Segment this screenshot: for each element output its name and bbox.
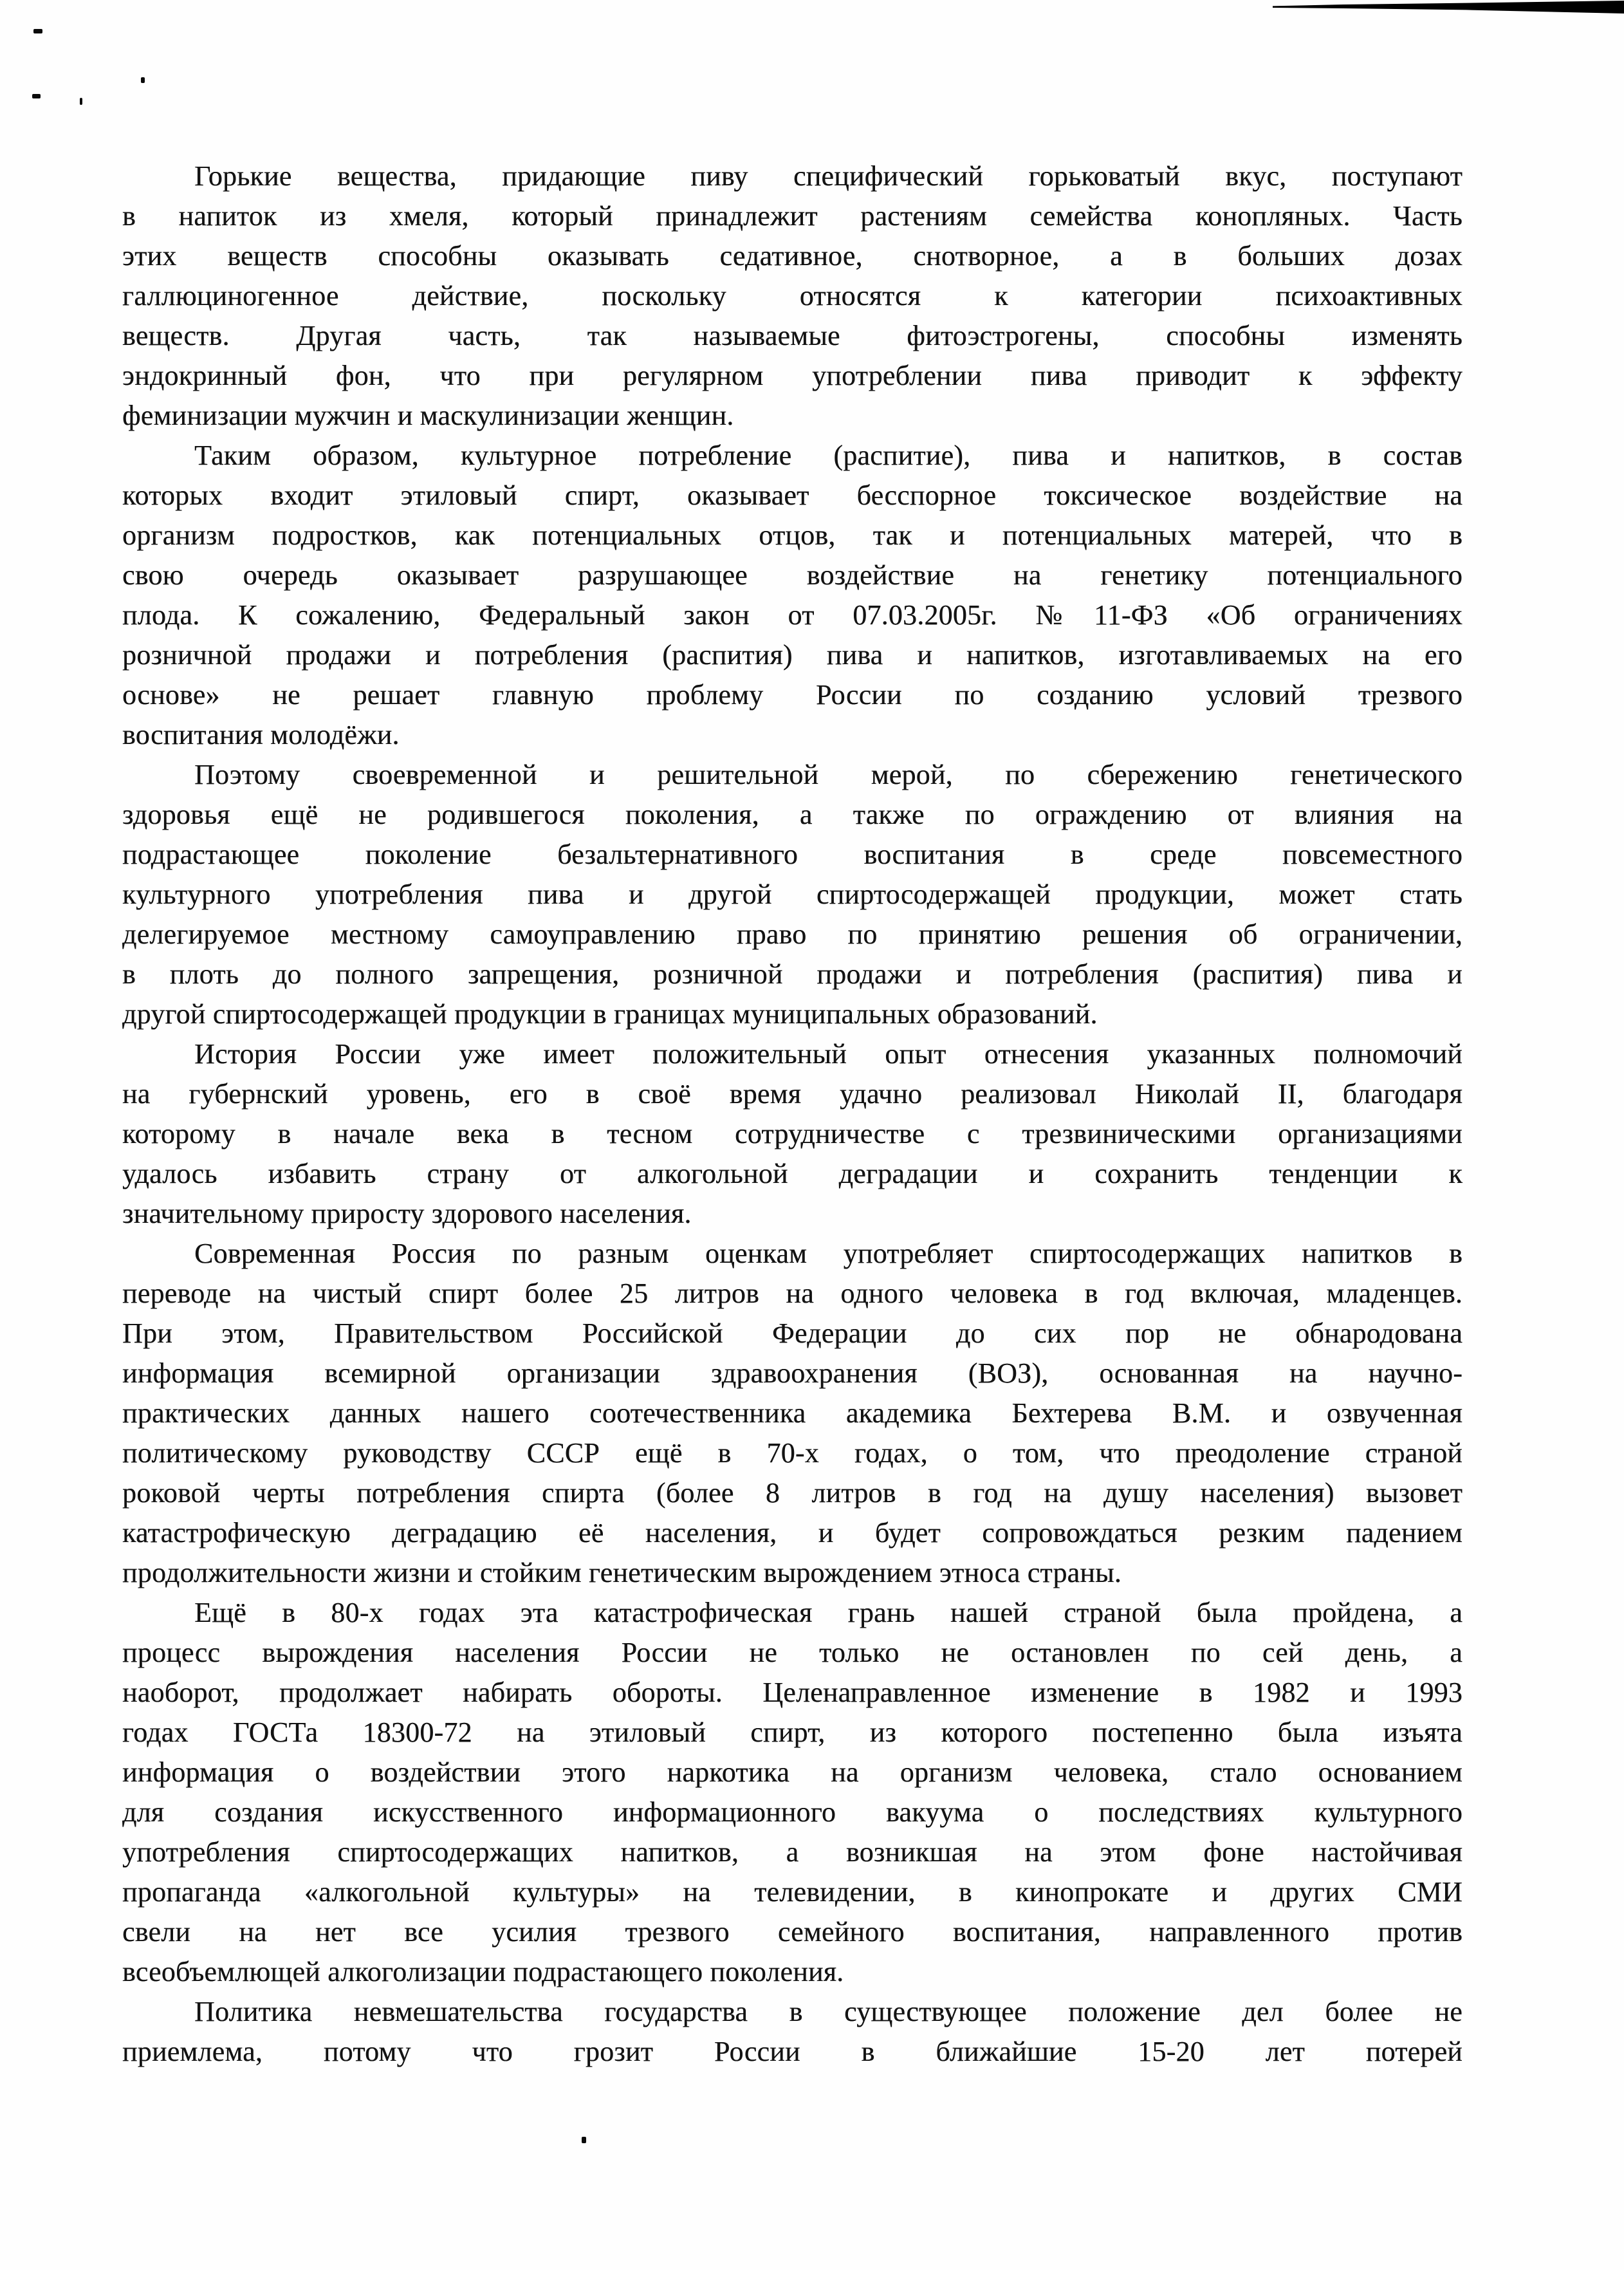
paragraph (122, 156, 1463, 436)
document-text (122, 156, 1463, 2072)
text-line: пропаганда «алкогольной культуры» на телевидении, в кинопрокате и других СМИ (122, 1876, 1463, 1908)
text-line: наоборот, продолжает набирать обороты. Целенаправленное изменение в 1982 и 1993 (122, 1677, 1463, 1708)
text-line: информация о воздействии этого наркотика на организм человека, стало основанием (122, 1756, 1463, 1788)
text-line: удалось избавить страну от алкогольной деградации и сохранить тенденции к (122, 1158, 1463, 1189)
text-line: культурного употребления пива и другой спиртосодержащей продукции, может стать (122, 879, 1463, 910)
text-line: переводе на чистый спирт более 25 литров на одного человека в год включая, младенцев. (122, 1278, 1463, 1309)
text-line: приемлема, потому что грозит России в ближайшие 15-20 лет потерей (122, 2036, 1463, 2067)
text-line: процесс вырождения населения России не только не остановлен по сей день, а (122, 1637, 1463, 1668)
text-line: другой спиртосодержащей продукции в границах муниципальных образований. (122, 998, 1098, 1030)
text-line: этих веществ способны оказывать седативное, снотворное, а в больших дозах (122, 240, 1463, 272)
paragraph (122, 1593, 1463, 1992)
scan-speck (33, 29, 42, 33)
text-line: эндокринный фон, что при регулярном употреблении пива приводит к эффекту (122, 360, 1463, 391)
text-line: всеобъемлющей алкоголизации подрастающего поколения. (122, 1956, 844, 1987)
text-line: свели на нет все усилия трезвого семейного воспитания, направленного против (122, 1916, 1463, 1948)
text-line: практических данных нашего соотечественника академика Бехтерева В.М. и озвученная (122, 1397, 1463, 1429)
paragraph (122, 1234, 1463, 1593)
text-line: здоровья ещё не родившегося поколения, а также по ограждению от влияния на (122, 799, 1463, 830)
text-line: информация всемирной организации здравоохранения (ВОЗ), основанная на научно- (122, 1357, 1463, 1389)
text-line: плода. К сожалению, Федеральный закон от 07.03.2005г. №11-ФЗ «Об ограничениях (122, 599, 1463, 631)
text-line: которому в начале века в тесном сотрудничестве с трезвиническими организациями (122, 1118, 1463, 1149)
scan-speck (32, 94, 41, 98)
text-line: подрастающее поколение безальтернативного воспитания в среде повсеместного (122, 839, 1463, 870)
text-line: розничной продажи и потребления (распития) пива и напитков, изготавливаемых на его (122, 639, 1463, 671)
text-line: галлюциногенное действие, поскольку относятся к категории психоактивных (122, 280, 1463, 312)
text-line: значительному приросту здорового населения. (122, 1198, 692, 1229)
text-line: История России уже имеет положительный опыт отнесения указанных полномочий (194, 1038, 1463, 1070)
text-line: Ещё в 80-х годах эта катастрофическая грань нашей страной была пройдена, а (194, 1597, 1463, 1628)
paragraph (122, 436, 1463, 755)
text-line: на губернский уровень, его в своё время удачно реализовал Николай II, благодаря (122, 1078, 1463, 1110)
text-line: в плоть до полного запрещения, розничной продажи и потребления (распития) пива и (122, 958, 1463, 990)
text-line: делегируемое местному самоуправлению право по принятию решения об ограничении, (122, 918, 1463, 950)
paragraph (122, 1992, 1463, 2072)
scan-speck (141, 77, 145, 83)
scan-streak-artifact (1273, 1, 1624, 14)
text-line: Горькие вещества, придающие пиву специфический горьковатый вкус, поступают (194, 160, 1463, 192)
text-line: катастрофическую деградацию её населения, и будет сопровождаться резким падением (122, 1517, 1463, 1549)
text-line: годах ГОСТа 18300-72 на этиловый спирт, из которого постепенно была изъята (122, 1716, 1463, 1748)
text-line: Политика невмешательства государства в существующее положение дел более не (194, 1996, 1463, 2027)
text-line: для создания искусственного информационного вакуума о последствиях культурного (122, 1796, 1463, 1828)
paragraph (122, 755, 1463, 1034)
text-line: роковой черты потребления спирта (более 8 литров в год на душу населения) вызовет (122, 1477, 1463, 1509)
text-line: основе» не решает главную проблему России по созданию условий трезвого (122, 679, 1463, 711)
text-line: воспитания молодёжи. (122, 719, 400, 750)
text-line: веществ. Другая часть, так называемые фитоэстрогены, способны изменять (122, 320, 1463, 351)
text-line: Таким образом, культурное потребление (распитие), пива и напитков, в состав (194, 440, 1463, 471)
text-line: При этом, Правительством Российской Федерации до сих пор не обнародована (122, 1317, 1463, 1349)
text-line: в напиток из хмеля, который принадлежит растениям семейства конопляных. Часть (122, 200, 1463, 232)
text-line: политическому руководству СССР ещё в 70-х годах, о том, что преодоление страной (122, 1437, 1463, 1469)
text-line: свою очередь оказывает разрушающее воздействие на генетику потенциального (122, 559, 1463, 591)
scan-speck (80, 98, 82, 105)
text-line: феминизации мужчин и маскулинизации женщин. (122, 400, 734, 431)
text-line: продолжительности жизни и стойким генетическим вырождением этноса страны. (122, 1557, 1121, 1588)
text-line: употребления спиртосодержащих напитков, а возникшая на этом фоне настойчивая (122, 1836, 1463, 1868)
text-line: Современная Россия по разным оценкам употребляет спиртосодержащих напитков в (194, 1238, 1463, 1269)
paragraph (122, 1034, 1463, 1234)
text-line: которых входит этиловый спирт, оказывает бесспорное токсическое воздействие на (122, 479, 1463, 511)
text-line: Поэтому своевременной и решительной мерой, по сбережению генетического (194, 759, 1463, 790)
scan-speck (582, 2137, 586, 2143)
text-line: организм подростков, как потенциальных отцов, так и потенциальных матерей, что в (122, 519, 1463, 551)
